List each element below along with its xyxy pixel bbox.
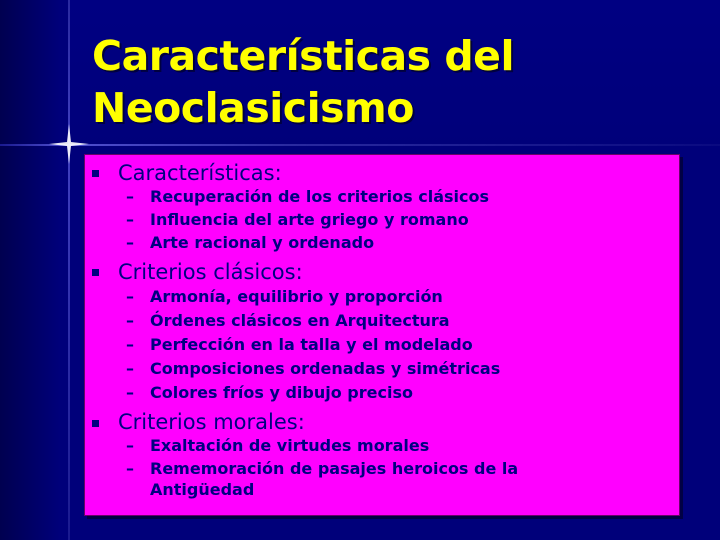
list-item-text: Perfección en la talla y el modelado	[150, 335, 473, 354]
title-line-2: Neoclasicismo	[92, 84, 414, 132]
list-item-text: Rememoración de pasajes heroicos de la	[150, 459, 519, 478]
list-item-text: Órdenes clásicos en Arquitectura	[150, 311, 450, 330]
dash-glyph: –	[126, 383, 134, 402]
list-item-text: Recuperación de los criterios clásicos	[150, 187, 489, 206]
square-bullet-icon	[92, 269, 99, 276]
title-line-1: Características del	[92, 32, 515, 80]
dash-glyph: –	[126, 459, 134, 478]
dash-glyph: –	[126, 287, 134, 306]
dash-glyph: –	[126, 187, 134, 206]
section-heading: Características:	[118, 161, 282, 185]
list-item-text: Arte racional y ordenado	[150, 233, 375, 252]
section-heading: Criterios clásicos:	[118, 260, 303, 284]
square-bullet-icon	[92, 170, 99, 177]
list-item	[126, 311, 450, 331]
decorative-horizontal-line	[0, 144, 720, 146]
dash-glyph: –	[126, 436, 134, 455]
dash-glyph: –	[126, 359, 134, 378]
list-item	[126, 187, 489, 207]
list-item	[126, 436, 429, 456]
dash-glyph: –	[126, 233, 134, 252]
slide-title	[92, 30, 652, 134]
list-item-text: Colores fríos y dibujo preciso	[150, 383, 413, 402]
list-item-text: Exaltación de virtudes morales	[150, 436, 430, 455]
section-heading: Criterios morales:	[118, 410, 305, 434]
dash-glyph: –	[126, 335, 134, 354]
dash-glyph: –	[126, 311, 134, 330]
list-item	[126, 459, 518, 479]
list-item-text: Composiciones ordenadas y simétricas	[150, 359, 501, 378]
list-item	[126, 359, 500, 379]
list-item-text: Influencia del arte griego y romano	[150, 210, 469, 229]
sparkle-icon	[49, 124, 89, 164]
dash-glyph: –	[126, 210, 134, 229]
list-item	[126, 233, 374, 253]
list-item	[126, 383, 413, 403]
list-item	[126, 287, 443, 307]
decorative-vertical-line	[68, 0, 70, 540]
list-item	[126, 335, 473, 355]
square-bullet-icon	[92, 420, 99, 427]
list-item	[126, 210, 469, 230]
list-item-continuation: Antigüedad	[150, 480, 255, 499]
list-item-text: Armonía, equilibrio y proporción	[150, 287, 443, 306]
